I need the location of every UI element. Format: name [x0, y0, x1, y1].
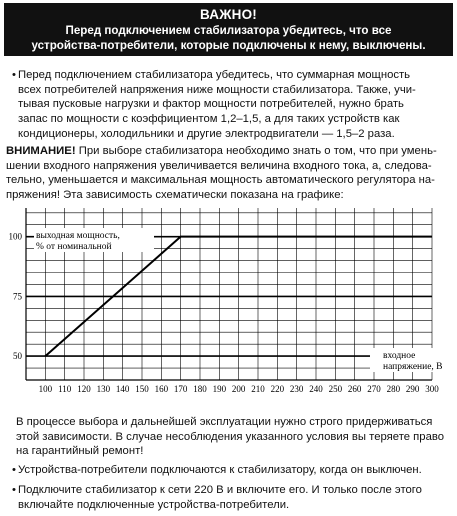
y-axis-label: выходная мощность,	[36, 231, 120, 241]
voltage-power-chart	[0, 200, 457, 410]
paragraph-line: запас по мощности с коэффициентом 1,2–1,5, а для таких устройств как	[18, 113, 400, 126]
y-tick-label: 50	[13, 351, 22, 362]
paragraph-line: тывая пусковые нагрузки и фактор мощности потребителей, нужно брать	[18, 98, 404, 111]
paragraph-line: включайте подключенные устройства-потребители.	[18, 498, 290, 511]
paragraph-line: При выборе стабилизатора необходимо знать о том, что при умень-	[75, 145, 437, 157]
y-tick-label: 100	[8, 231, 22, 242]
x-tick-label: 160	[154, 384, 169, 394]
x-tick-label: 290	[405, 384, 420, 394]
important-warning-banner	[4, 3, 453, 56]
power-requirements-paragraph	[6, 68, 452, 142]
x-tick-label: 250	[328, 384, 343, 394]
x-tick-label: 130	[96, 384, 111, 394]
x-tick-label: 260	[347, 384, 362, 394]
paragraph-line: этой зависимости. В случае несоблюдения указанного условия вы теряете право	[16, 430, 445, 443]
paragraph-line: Перед подключением стабилизатора убедитесь, что суммарная мощность	[18, 69, 411, 81]
warning-title: ВАЖНО!	[200, 7, 257, 22]
bullet-marker: •	[12, 69, 16, 81]
attention-paragraph	[6, 144, 452, 203]
paragraph-line: на гарантийный ремонт!	[16, 445, 144, 458]
x-tick-label: 120	[77, 384, 91, 394]
y-tick-label: 75	[13, 291, 22, 302]
x-axis-label: входное	[383, 351, 416, 361]
warranty-paragraph	[6, 415, 452, 459]
bullet-marker: •	[12, 464, 16, 476]
paragraph-line: всех потребителей напряжения ниже мощности стабилизатора. Также, учи-	[18, 83, 416, 96]
connect-mains-bullet	[6, 483, 452, 512]
connect-off-bullet	[6, 463, 452, 478]
x-tick-label: 230	[289, 384, 304, 394]
y-axis-label: % от номинальной	[36, 242, 112, 252]
x-tick-label: 210	[251, 384, 265, 394]
paragraph-line: шении входного напряжения увеличивается величина входного тока, а, следова-	[6, 159, 432, 172]
x-tick-label: 110	[58, 384, 72, 394]
x-tick-label: 300	[425, 384, 439, 394]
x-tick-label: 180	[193, 384, 207, 394]
bullet-marker: •	[12, 484, 16, 496]
x-axis-label: напряжение, В	[383, 362, 443, 372]
x-tick-label: 190	[212, 384, 227, 394]
paragraph-line: тельно, уменьшается и максимальная мощность автоматического регулятора на-	[6, 174, 435, 187]
paragraph-line: пряжения! Эта зависимость схематически показана на графике:	[6, 189, 344, 202]
x-tick-label: 140	[115, 384, 130, 394]
paragraph-line: Устройства-потребители подключаются к стабилизатору, когда он выключен.	[18, 464, 422, 476]
x-tick-label: 220	[270, 384, 285, 394]
x-tick-label: 280	[386, 384, 401, 394]
x-tick-label: 240	[309, 384, 323, 394]
paragraph-line: В процессе выбора и дальнейшей эксплуатации нужно строго придерживаться	[16, 416, 433, 428]
warning-line-1: Перед подключением стабилизатора убедитесь, что все	[65, 24, 392, 37]
paragraph-line: кондиционеры, холодильники и другие электродвигатели — 1,5–2 раза.	[18, 127, 395, 140]
paragraph-line: Подключите стабилизатор к сети 220 В и включите его. И только после этого	[18, 484, 422, 496]
attention-label: ВНИМАНИЕ!	[6, 145, 76, 157]
x-tick-label: 100	[38, 384, 53, 394]
x-tick-label: 170	[173, 384, 188, 394]
x-tick-label: 200	[231, 384, 246, 394]
x-tick-label: 150	[135, 384, 149, 394]
x-tick-label: 270	[367, 384, 381, 394]
warning-line-2: устройства-потребители, которые подключены к нему, выключены.	[31, 39, 426, 52]
